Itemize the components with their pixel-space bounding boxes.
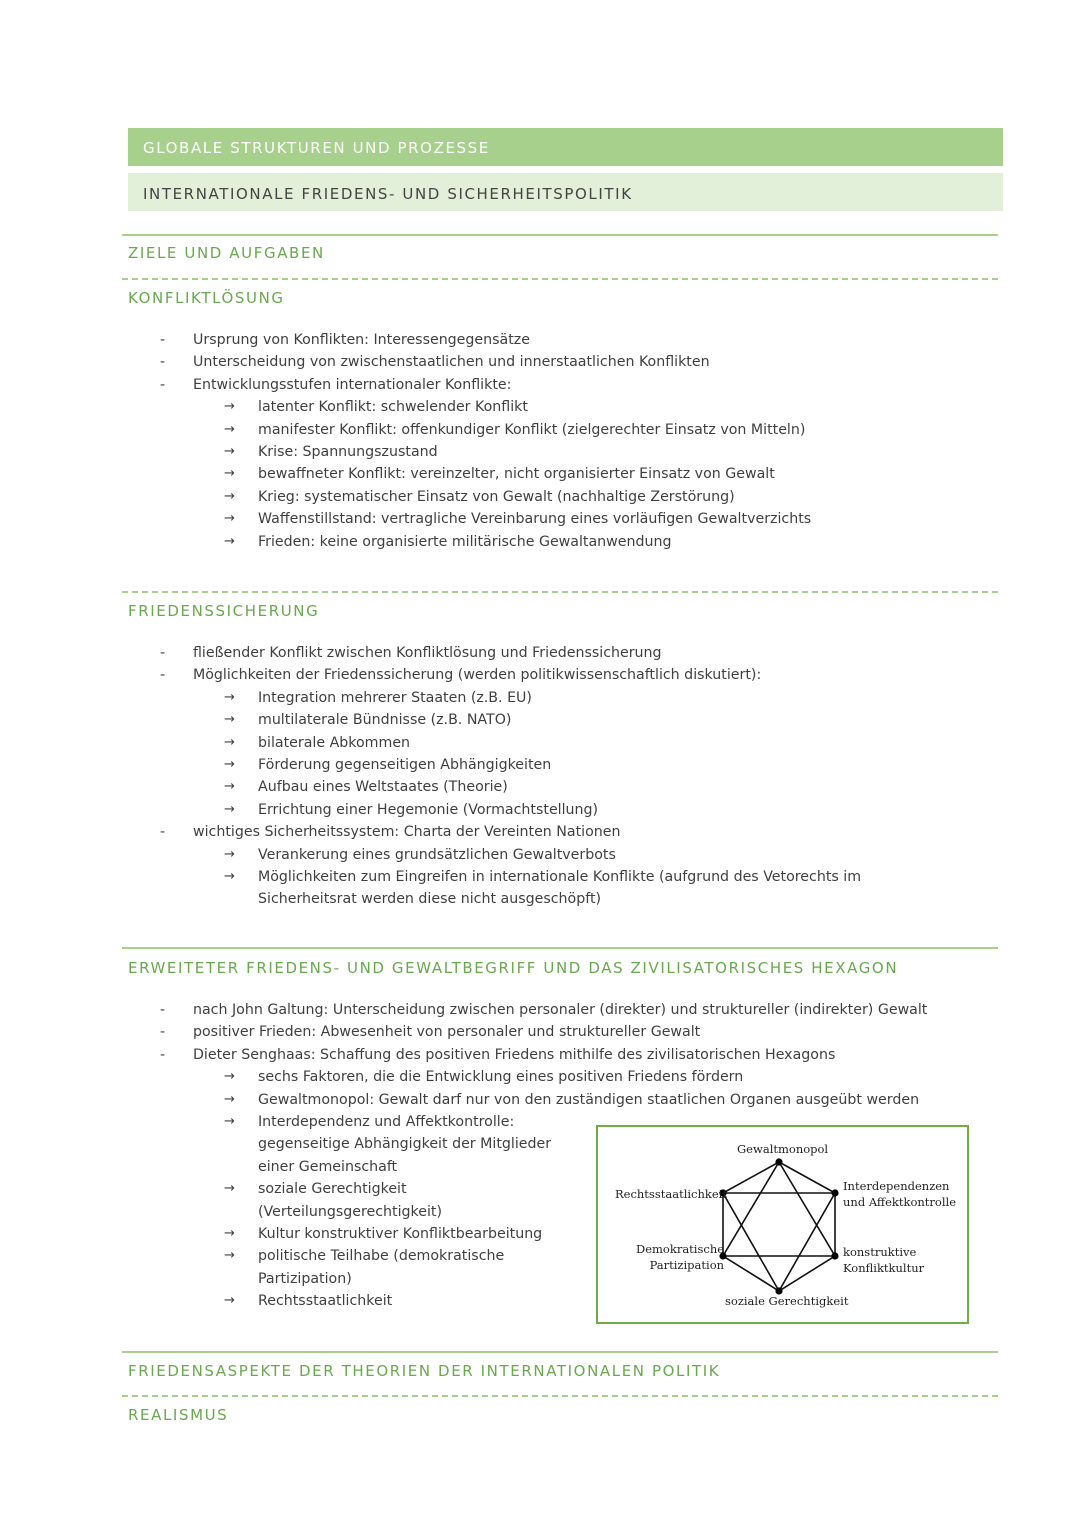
hexagon-label-interdependenzen: Interdependenzen und Affektkontrolle: [843, 1179, 957, 1209]
divider-dashed: [122, 591, 998, 593]
divider-solid: [122, 1351, 998, 1353]
list-subitem: → multilaterale Bündnisse (z.B. NATO): [160, 709, 1020, 731]
arrow-icon: →: [224, 779, 235, 795]
section-heading-friedensaspekte: FRIEDENSASPEKTE DER THEORIEN DER INTERNATIONALEN POLITIK: [128, 1362, 721, 1380]
arrow-icon: →: [224, 801, 235, 817]
friedens-list: [160, 642, 1020, 911]
hexagon-label-gewaltmonopol: Gewaltmonopol: [737, 1142, 829, 1156]
hexagon-diagram: [596, 1125, 969, 1324]
arrow-icon: →: [224, 734, 235, 750]
list-subitem: → Integration mehrerer Staaten (z.B. EU): [160, 687, 1020, 709]
hexagon-label-soziale-gerechtigkeit: soziale Gerechtigkeit: [725, 1294, 849, 1308]
arrow-icon: →: [224, 421, 235, 437]
list-subitem: → latenter Konflikt: schwelender Konflikt: [160, 396, 1020, 418]
list-subitem-continuation: (Verteilungsgerechtigkeit): [258, 1203, 443, 1220]
section-heading-realismus: REALISMUS: [128, 1406, 229, 1424]
list-subitem: → Förderung gegenseitigen Abhängigkeiten: [160, 754, 1020, 776]
arrow-icon: →: [224, 756, 235, 772]
arrow-icon: →: [224, 1293, 235, 1309]
section-heading-konfliktloesung: KONFLIKTLÖSUNG: [128, 289, 285, 307]
section-heading-erweitert: ERWEITETER FRIEDENS- UND GEWALTBEGRIFF UND DAS ZIVILISATORISCHES HEXAGON: [128, 959, 899, 977]
list-subitem: → Krieg: systematischer Einsatz von Gewalt (nachhaltige Zerstörung): [160, 486, 1020, 508]
divider-dashed: [122, 1395, 998, 1397]
list-subitem: → sechs Faktoren, die die Entwicklung eines positiven Friedens fördern: [160, 1066, 1020, 1088]
list-item: - fließender Konflikt zwischen Konfliktlösung und Friedenssicherung: [160, 642, 1020, 664]
list-subitem: → Kultur konstruktiver Konfliktbearbeitung: [160, 1223, 1020, 1245]
list-subitem: → Frieden: keine organisierte militärische Gewaltanwendung: [160, 531, 1020, 553]
header-band-internationale: INTERNATIONALE FRIEDENS- UND SICHERHEITSPOLITIK: [128, 173, 1003, 211]
divider-dashed: [122, 278, 998, 280]
list-item: - nach John Galtung: Unterscheidung zwischen personaler (direkter) und struktureller (indirekter) Gewalt: [160, 999, 1020, 1021]
list-subitem-continuation: Sicherheitsrat werden diese nicht ausgeschöpft): [258, 891, 602, 908]
list-item: - Ursprung von Konflikten: Interessengegensätze: [160, 329, 1020, 351]
list-item: - Entwicklungsstufen internationaler Konflikte:: [160, 374, 1020, 396]
list-subitem-continuation: Partizipation): [258, 1270, 352, 1287]
divider-solid: [122, 234, 998, 236]
list-subitem: → Rechtsstaatlichkeit: [160, 1290, 1020, 1312]
list-subitem: → manifester Konflikt: offenkundiger Konflikt (zielgerechter Einsatz von Mitteln): [160, 419, 1020, 441]
list-subitem: → Aufbau eines Weltstaates (Theorie): [160, 776, 1020, 798]
arrow-icon: →: [224, 1113, 235, 1129]
list-item: - Möglichkeiten der Friedenssicherung (werden politikwissenschaftlich diskutiert):: [160, 664, 1020, 686]
list-subitem: → Möglichkeiten zum Eingreifen in internationale Konflikte (aufgrund des Vetorechts im: [160, 866, 1020, 888]
list-item: - positiver Frieden: Abwesenheit von personaler und struktureller Gewalt: [160, 1021, 1020, 1043]
hexagon-label-demokratische-partizipation: Demokratische Partizipation: [636, 1242, 725, 1272]
konflikt-list: [160, 329, 1020, 553]
list-subitem: → bewaffneter Konflikt: vereinzelter, nicht organisierter Einsatz von Gewalt: [160, 463, 1020, 485]
arrow-icon: →: [224, 1225, 235, 1241]
list-item: - wichtiges Sicherheitssystem: Charta der Vereinten Nationen: [160, 821, 1020, 843]
arrow-icon: →: [224, 533, 235, 549]
header-band-globale: GLOBALE STRUKTUREN UND PROZESSE: [128, 128, 1003, 166]
arrow-icon: →: [224, 511, 235, 527]
hexagon-label-rechtsstaatlichkeit: Rechtsstaatlichkeit: [615, 1187, 727, 1201]
list-item: - Unterscheidung von zwischenstaatlichen und innerstaatlichen Konflikten: [160, 351, 1020, 373]
arrow-icon: →: [224, 443, 235, 459]
arrow-icon: →: [224, 689, 235, 705]
list-subitem: → Verankerung eines grundsätzlichen Gewaltverbots: [160, 844, 1020, 866]
list-subitem: → Gewaltmonopol: Gewalt darf nur von den zuständigen staatlichen Organen ausgeübt werden: [160, 1089, 1020, 1111]
arrow-icon: →: [224, 712, 235, 728]
arrow-icon: →: [224, 1181, 235, 1197]
list-subitem: → soziale Gerechtigkeit: [160, 1178, 1020, 1200]
list-subitem: → Interdependenz und Affektkontrolle:: [160, 1111, 1020, 1133]
list-subitem: → Waffenstillstand: vertragliche Vereinbarung eines vorläufigen Gewaltverzichts: [160, 508, 1020, 530]
hexagon-label-konfliktkultur: konstruktive Konfliktkultur: [843, 1245, 925, 1275]
list-item: - Dieter Senghaas: Schaffung des positiven Friedens mithilfe des zivilisatorischen Hexagons: [160, 1044, 1020, 1066]
arrow-icon: →: [224, 399, 235, 415]
list-subitem-continuation: einer Gemeinschaft: [258, 1158, 398, 1175]
list-subitem: → Errichtung einer Hegemonie (Vormachtstellung): [160, 799, 1020, 821]
list-subitem: → bilaterale Abkommen: [160, 732, 1020, 754]
section-heading-friedenssicherung: FRIEDENSSICHERUNG: [128, 602, 320, 620]
section-heading-ziele: ZIELE UND AUFGABEN: [128, 244, 325, 262]
arrow-icon: →: [224, 488, 235, 504]
arrow-icon: →: [224, 868, 235, 884]
list-subitem: → Krise: Spannungszustand: [160, 441, 1020, 463]
list-subitem-continuation: gegenseitige Abhängigkeit der Mitglieder: [258, 1136, 552, 1153]
list-subitem: → politische Teilhabe (demokratische: [160, 1245, 1020, 1267]
divider-solid: [122, 947, 998, 949]
arrow-icon: →: [224, 1248, 235, 1264]
arrow-icon: →: [224, 846, 235, 862]
arrow-icon: →: [224, 466, 235, 482]
arrow-icon: →: [224, 1091, 235, 1107]
arrow-icon: →: [224, 1069, 235, 1085]
